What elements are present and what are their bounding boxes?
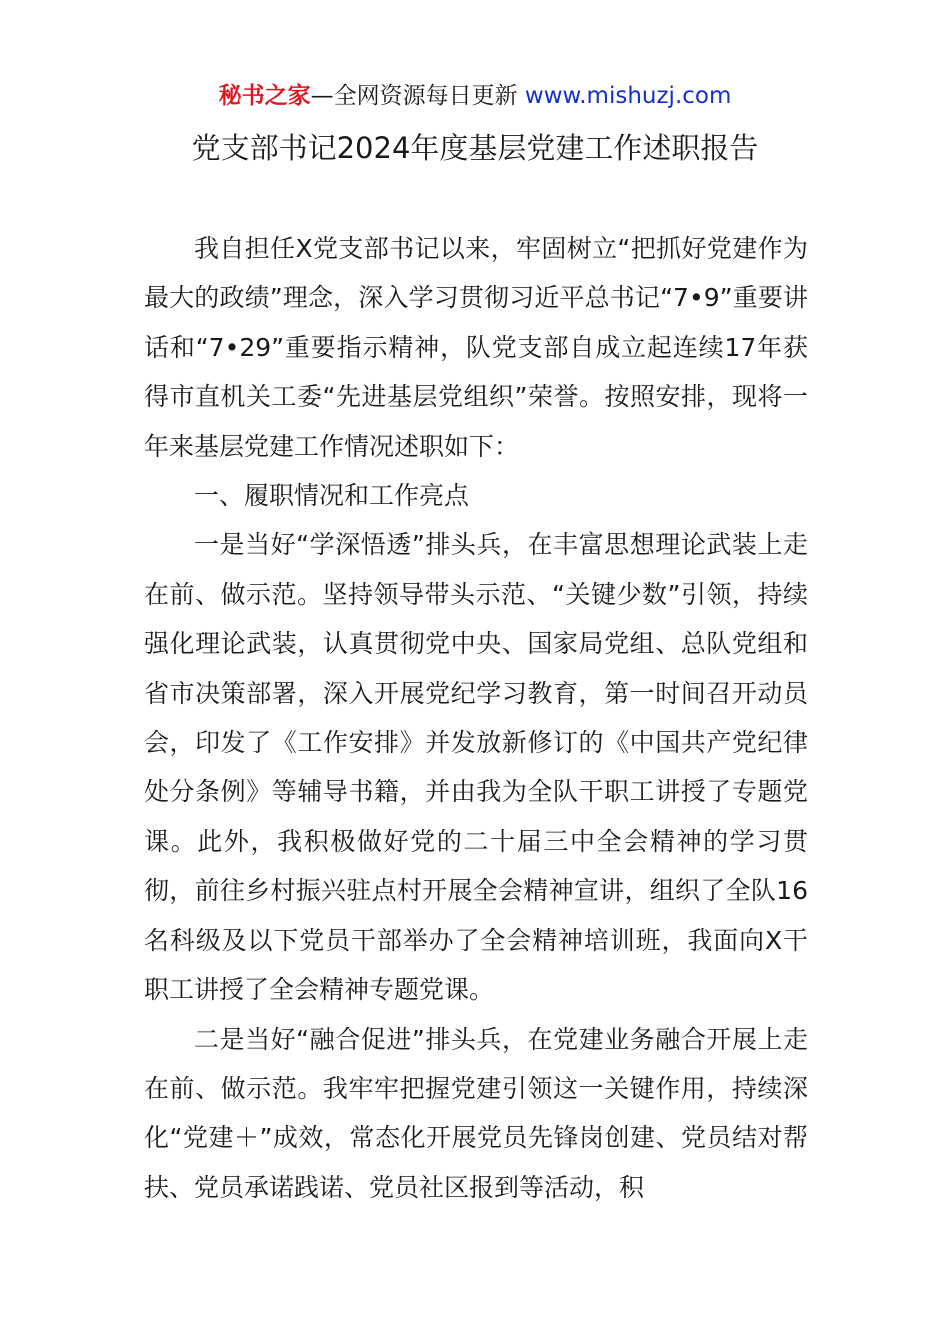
site-tagline: —全网资源每日更新 [310, 83, 518, 109]
document-title: 党支部书记2024年度基层党建工作述职报告 [191, 131, 759, 165]
body-paragraph: 二是当好“融合促进”排头兵，在党建业务融合开展上走在前、做示范。我牢牢把握党建引领这一关键作用，持续深化“党建＋”成效，常态化开展党员先锋岗创建、党员结对帮扶、党员承诺践诺、党员社区报到等活动，积 [144, 1024, 808, 1202]
document-body [144, 224, 808, 1212]
site-brand: 秘书之家 [218, 83, 311, 109]
intro-paragraph: 我自担任X党支部书记以来，牢固树立“把抓好党建作为最大的政绩”理念，深入学习贯彻习近平总书记“7•9”重要讲话和“7•29”重要指示精神，队党支部自成立起连续17年获得市直机关工委“先进基层党组织”荣誉。按照安排，现将一年来基层党建工作情况述职如下： [144, 234, 808, 461]
site-header [0, 80, 950, 112]
site-url-link[interactable]: www.mishuzj.com [524, 83, 732, 109]
body-paragraph: 一是当好“学深悟透”排头兵，在丰富思想理论武装上走在前、做示范。坚持领导带头示范、“关键少数”引领，持续强化理论武装，认真贯彻党中央、国家局党组、总队党组和省市决策部署，深入开展党纪学习教育，第一时间召开动员会，印发了《工作安排》并发放新修订的《中国共产党纪律处分条例》等辅导书籍，并由我为全队干职工讲授了专题党课。此外，我积极做好党的二十届三中全会精神的学习贯彻，前往乡村振兴驻点村开展全会精神宣讲，组织了全队16名科级及以下党员干部举办了全会精神培训班，我面向X干职工讲授了全会精神专题党课。 [144, 530, 808, 1005]
section-heading: 一、履职情况和工作亮点 [194, 481, 470, 511]
